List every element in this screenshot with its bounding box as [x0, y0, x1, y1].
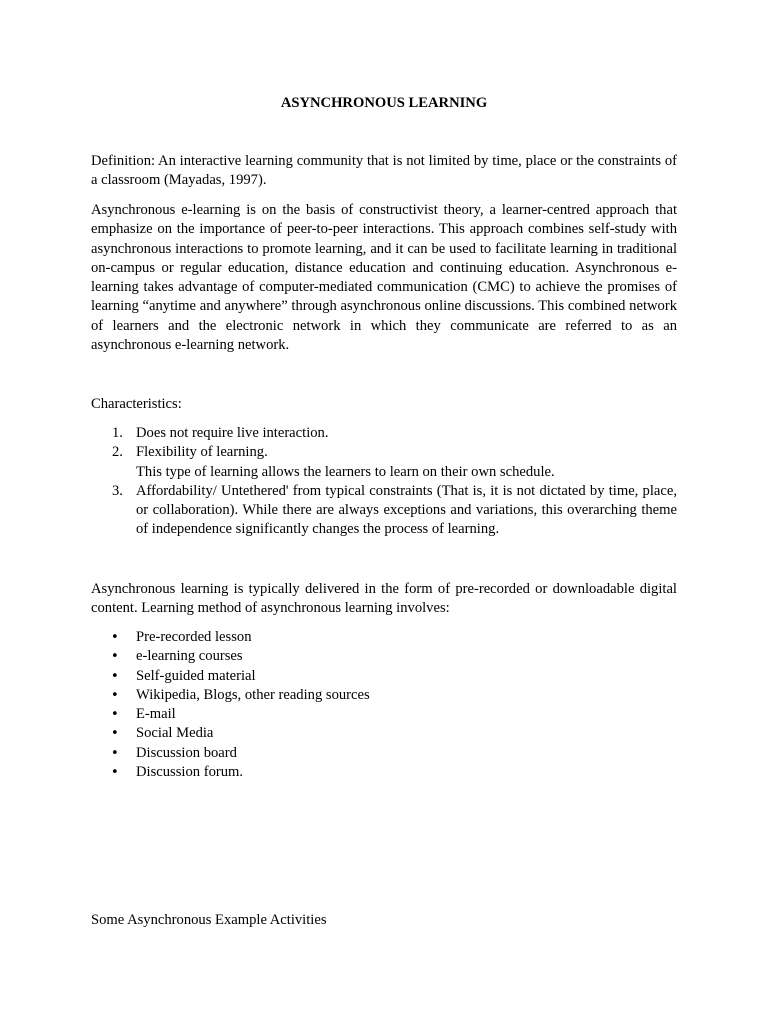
intro-paragraph: Asynchronous e-learning is on the basis of constructivist theory, a learner-centred approach that emphasize on the importance of peer-to-peer interactions. This approach combines self-study with asynchronous interactions to promote learning, and it can be used to facilitate learning in traditional on-campus or regular education, distance education and continuing education. Asynchronous e-learning takes advantage of computer-mediated communication (CMC) to achieve the promises of learning “anytime and anywhere” through asynchronous online discussions. This combined network of learners and the electronic network in which they communicate are referred to as an asynchronous e-learning network. — [91, 202, 677, 354]
characteristic-text: Affordability/ Untethered' from typical constraints (That is, it is not dictated by time, place, or collaboration). While there are always exceptions and variations, this overarching theme of independence significantly changes the process of learning. — [136, 482, 677, 538]
bullet-icon: • — [111, 630, 119, 645]
list-item — [91, 628, 677, 647]
method-text: Social Media — [136, 725, 214, 742]
list-item — [91, 686, 677, 705]
learning-methods-list — [91, 628, 677, 782]
method-text: e-learning courses — [136, 648, 243, 665]
method-text: E-mail — [136, 706, 176, 723]
delivery-paragraph: Asynchronous learning is typically delivered in the form of pre-recorded or downloadable digital content. Learning method of asynchronous learning involves: — [91, 581, 677, 617]
list-item — [91, 647, 677, 666]
characteristics-list — [91, 424, 677, 540]
characteristic-item — [91, 424, 677, 443]
method-text: Discussion forum. — [136, 764, 244, 781]
method-text: Wikipedia, Blogs, other reading sources — [136, 686, 370, 703]
bullet-icon: • — [111, 687, 119, 703]
bullet-icon: • — [111, 707, 119, 723]
page-title: ASYNCHRONOUS LEARNING — [280, 95, 488, 111]
bullet-icon: • — [111, 745, 119, 761]
characteristics-heading: Characteristics: — [91, 396, 182, 412]
bullet-icon: • — [111, 726, 119, 742]
list-item — [91, 763, 677, 782]
method-text: Pre-recorded lesson — [136, 629, 252, 645]
method-text: Self-guided material — [136, 667, 256, 684]
method-text: Discussion board — [136, 744, 237, 761]
examples-heading: Some Asynchronous Example Activities — [91, 912, 327, 928]
characteristic-subtext: This type of learning allows the learners to learn on their own schedule. — [136, 463, 555, 480]
list-number: 3. — [112, 482, 123, 499]
characteristic-item — [91, 482, 677, 540]
bullet-icon: • — [111, 765, 119, 781]
list-number: 2. — [112, 444, 123, 461]
characteristic-item — [91, 443, 677, 482]
list-item — [91, 667, 677, 686]
characteristic-text: Does not require live interaction. — [136, 425, 329, 441]
definition-paragraph: Definition: An interactive learning community that is not limited by time, place or the constraints of a classroom (Mayadas, 1997). — [91, 153, 677, 189]
characteristic-text: Flexibility of learning. — [136, 444, 268, 461]
list-item — [91, 744, 677, 763]
bullet-icon: • — [111, 649, 119, 665]
list-item — [91, 705, 677, 724]
list-item — [91, 724, 677, 743]
bullet-icon: • — [111, 668, 119, 684]
list-number: 1. — [112, 425, 123, 441]
